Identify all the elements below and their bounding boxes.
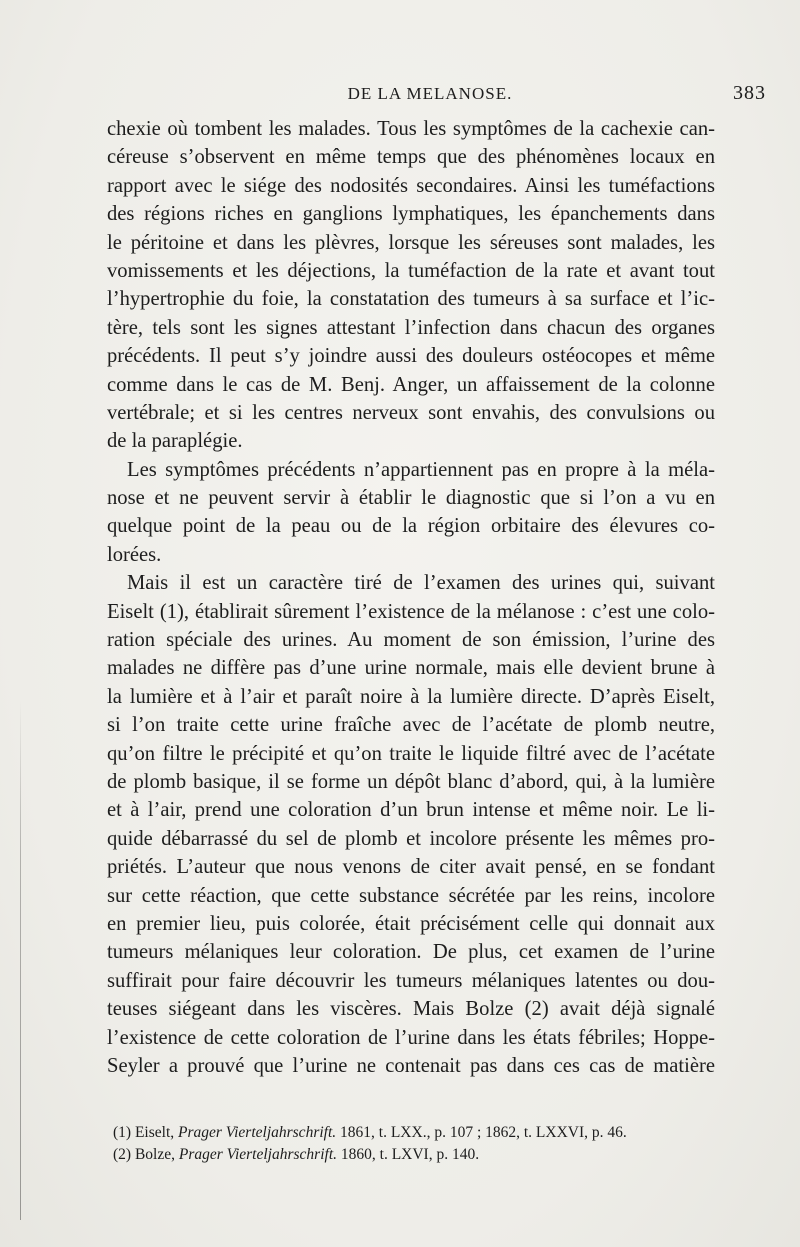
text-line: céreuse s’observent en même temps que des phénomènes locaux en bbox=[107, 146, 715, 169]
text-line: sur cette réaction, que cette substance sécrétée par les reins, incolore bbox=[107, 884, 715, 907]
footnote-citation: 1861, t. LXX., p. 107 ; 1862, t. LXXVI, p. 46. bbox=[336, 1124, 627, 1141]
text-line: nose et ne peuvent servir à établir le diagnostic que si l’on a vu en bbox=[107, 487, 715, 510]
text-line: tère, tels sont les signes attestant l’infection dans chacun des organes bbox=[107, 316, 715, 339]
footnote-author: (2) Bolze, bbox=[113, 1146, 179, 1163]
text-line: rapport avec le siége des nodosités secondaires. Ainsi les tuméfactions bbox=[107, 174, 715, 197]
footnote-citation: 1860, t. LXVI, p. 140. bbox=[337, 1146, 480, 1163]
running-title: DE LA MELANOSE. bbox=[347, 84, 513, 103]
text-line: si l’on traite cette urine fraîche avec de l’acétate de plomb neutre, bbox=[107, 714, 715, 737]
body-text bbox=[107, 115, 715, 1080]
text-line: Mais il est un caractère tiré de l’examen des urines qui, suivant bbox=[127, 572, 715, 595]
text-line: malades ne diffère pas d’une urine normale, mais elle devient brune à bbox=[107, 657, 715, 680]
page-header bbox=[150, 82, 766, 110]
text-line: et à l’air, prend une coloration d’un brun intense et même noir. Le li- bbox=[107, 799, 715, 822]
text-line: suffirait pour faire découvrir les tumeurs mélaniques latentes ou dou- bbox=[107, 969, 715, 992]
text-line: vomissements et les déjections, la tuméfaction de la rate et avant tout bbox=[107, 259, 715, 282]
text-line: en premier lieu, puis colorée, était précisément celle qui donnait aux bbox=[107, 912, 715, 935]
footnote bbox=[113, 1122, 713, 1144]
text-line: priétés. L’auteur que nous venons de citer avait pensé, en se fondant bbox=[107, 856, 715, 879]
text-line: la lumière et à l’air et paraît noire à la lumière directe. D’après Eiselt, bbox=[107, 685, 715, 708]
text-line: tumeurs mélaniques leur coloration. De plus, cet examen de l’urine bbox=[107, 941, 715, 964]
text-line: l’hypertrophie du foie, la constatation des tumeurs à sa surface et l’ic- bbox=[107, 288, 715, 311]
text-line: précédents. Il peut s’y joindre aussi des douleurs ostéocopes et même bbox=[107, 345, 715, 368]
text-line: de la paraplégie. bbox=[107, 430, 243, 453]
text-line: quide débarrassé du sel de plomb et incolore présente les mêmes pro- bbox=[107, 827, 715, 850]
text-line: de plomb basique, il se forme un dépôt blanc d’abord, qui, à la lumière bbox=[107, 770, 715, 793]
text-line: des régions riches en ganglions lymphatiques, les épanchements dans bbox=[107, 203, 715, 226]
text-line: le péritoine et dans les plèvres, lorsque les séreuses sont malades, les bbox=[107, 231, 715, 254]
text-line: quelque point de la peau ou de la région orbitaire des élevures co- bbox=[107, 515, 715, 538]
text-line: vertébrale; et si les centres nerveux sont envahis, des convulsions ou bbox=[107, 401, 715, 424]
text-line: lorées. bbox=[107, 543, 162, 566]
text-line: comme dans le cas de M. Benj. Anger, un affaissement de la colonne bbox=[107, 373, 715, 396]
text-line: teuses siégeant dans les viscères. Mais Bolze (2) avait déjà signalé bbox=[107, 998, 715, 1021]
footnote-author: (1) Eiselt, bbox=[113, 1124, 178, 1141]
text-line: Les symptômes précédents n’appartiennent pas en propre à la méla- bbox=[127, 458, 715, 481]
footnotes bbox=[113, 1122, 713, 1166]
page-edge-shadow bbox=[20, 700, 21, 1220]
footnote-journal: Prager Vierteljahrschrift. bbox=[178, 1146, 338, 1163]
text-line: Seyler a prouvé que l’urine ne contenait pas dans ces cas de matière bbox=[107, 1054, 715, 1077]
footnote-journal: Prager Vierteljahrschrift. bbox=[178, 1124, 337, 1141]
page-number: 383 bbox=[733, 82, 766, 104]
text-line: ration spéciale des urines. Au moment de son émission, l’urine des bbox=[107, 629, 715, 652]
text-line: qu’on filtre le précipité et qu’on traite le liquide filtré avec de l’acétate bbox=[107, 742, 715, 765]
text-line: Eiselt (1), établirait sûrement l’existence de la mélanose : c’est une colo- bbox=[107, 600, 715, 623]
footnote bbox=[113, 1144, 713, 1166]
text-line: chexie où tombent les malades. Tous les symptômes de la cachexie can- bbox=[107, 118, 715, 140]
text-line: l’existence de cette coloration de l’urine dans les états fébriles; Hoppe- bbox=[107, 1026, 715, 1049]
